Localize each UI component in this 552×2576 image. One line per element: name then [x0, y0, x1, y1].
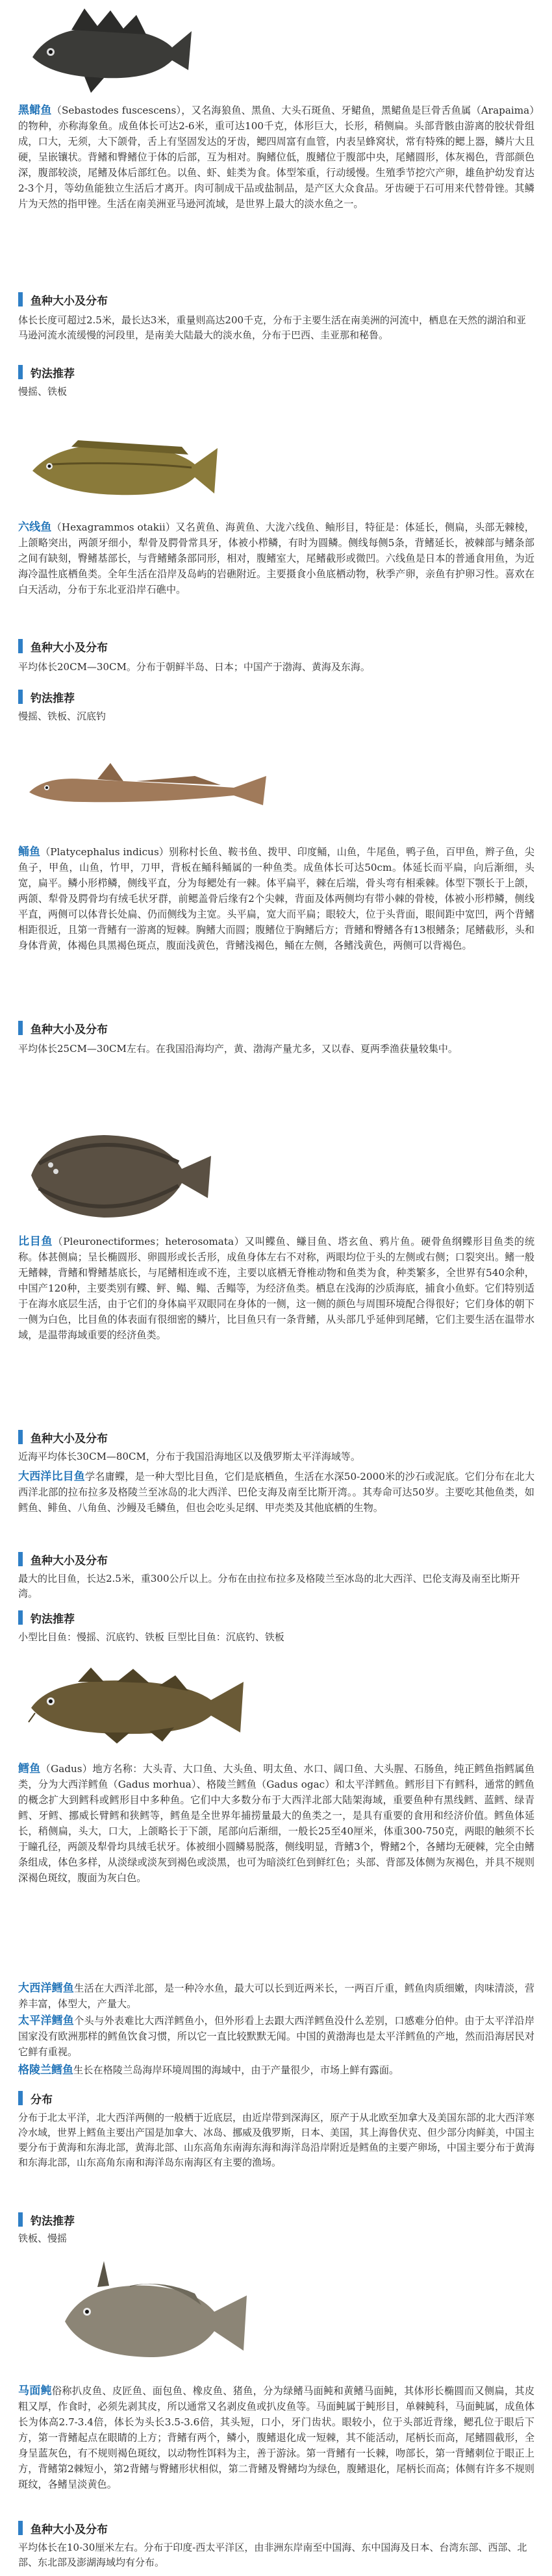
- section-heading: [18, 1429, 108, 1445]
- fish-image-greenling: [26, 416, 221, 513]
- fish-description: 生活在大西洋北部，是一种冷水鱼，最大可以长到近两米长，一两百斤重，鳕鱼肉质细嫩，肉味清淡，营养丰富，体型大，产量大。: [18, 1982, 535, 2010]
- section-heading: [18, 2211, 75, 2228]
- fish-description: （Hexagrammos otakii）又名黄鱼、海黄鱼、大泷六线鱼、鲉形目，特征是：体延长，侧扁，头部无棘棱，上颌略突出，两颌牙细小，犁骨及腭骨常具牙，体被小栉鳞，有时为圆鳞。侧线每侧5条，背鳍延长，被棘部与鳍条部之间有缺刻，臀鳍基部长，与背鳍鳍条部同形，相对，腹鳍室大，尾鳍截形或微凹。六线鱼是日本的普通食用鱼，为近海冷温性底栖鱼类。全年生活在沿岸及岛屿的岩礁附近。主要摄食小鱼底栖动物，秋季产卵，亲鱼有护卵习性。喜欢在白天活动，分布于东北亚沿岸石礁中。: [18, 521, 534, 595]
- section-desc: [18, 1981, 534, 2012]
- section-desc: [18, 2062, 534, 2078]
- fish-name: 鲬鱼: [18, 845, 41, 858]
- fish-name: 大西洋比目鱼: [18, 1470, 85, 1483]
- section-heading: [18, 2520, 108, 2536]
- section-desc: [18, 844, 534, 953]
- fish-name: 太平洋鳕鱼: [18, 2014, 75, 2027]
- fish-image-filefish: [58, 2260, 253, 2377]
- heading-text: 鱼种大小及分布: [31, 1554, 108, 1568]
- fish-name: 鳕鱼: [18, 1762, 41, 1775]
- distribution-text: 近海平均体长30CM—80CM，分布于我国沿海地区以及俄罗斯太平洋海域等。: [18, 1451, 360, 1462]
- fish-description: （Sebastodes fuscescens），又名海狼鱼、黑鱼、大头石斑鱼、牙鲪鱼，黑鲪鱼是巨骨舌鱼属（Arapaima）的物种，亦称海象鱼。成鱼体长可达2-6米，重可达100千克，体形巨大，长形，稍侧扁。头部背骸由游离的胶状骨组成，口大，无须，大下颌骨，舌上有坚固发达的牙齿，鳃四周富有血管，内表呈蜂窝状，常有特殊的鳃上器，鳞片大且硬，呈嵌镶状。背鳍和臀鳍位于体的后部，互为相对。胸鳍位低，腹鳍位于腹部中央，尾鳍圆形，体灰褐色，背部颜色深，腹部较淡，尾鳍及体后部红色。以鱼、虾、蛙类为食。体型笨重，行动缓慢。生殖季节挖穴产卵，雄鱼护幼发育达2-3个月，等幼鱼能独立生活后才离开。肉可制成干品或盐制品，是产区大众食品。牙齿硬于石可用来代替骨锉。其鳞片为天然的指甲锉。生活在南美洲亚马逊河流域，是世界上最大的淡水鱼之一。: [18, 105, 535, 210]
- section-desc: [18, 1469, 534, 1516]
- accent-bar: [18, 1430, 23, 1444]
- heading-text: 分布: [31, 2093, 53, 2107]
- distribution-text: 平均体长25CM—30CM左右。在我国沿海均产，黄、渤海产量尤多，又以春、夏两季渔获量较集中。: [18, 1043, 458, 1055]
- fish-name: 格陵兰鳕鱼: [18, 2064, 73, 2077]
- fish-image-flatfish: [26, 1123, 214, 1227]
- section-heading: [18, 1551, 108, 1568]
- accent-bar: [18, 292, 23, 306]
- fish-name: 马面鲀: [18, 2384, 52, 2397]
- section-desc: [18, 1234, 534, 1343]
- fishing-method-text: 慢摇、铁板: [18, 386, 68, 397]
- section-desc: [18, 519, 534, 597]
- fish-image-flathead: [26, 757, 273, 818]
- fish-name: 大西洋鳕鱼: [18, 1982, 75, 1995]
- fishing-method-text: 铁板、慢摇: [18, 2232, 68, 2244]
- distribution-text: 平均体长20CM—30CM。分布于朝鲜半岛、日本；中国产于渤海、黄海及东海。: [18, 661, 370, 673]
- section-heading: [18, 638, 108, 655]
- accent-bar: [18, 365, 23, 379]
- accent-bar: [18, 690, 23, 704]
- fish-description: （Platycephalus indicus）别称村长鱼、鞍书鱼、拨甲、印度鲬，山鱼，牛尾鱼，鸭子鱼，百甲鱼，辫子鱼，尖鱼子，甲鱼，山鱼，竹甲，刀甲，背板在鲬科鲬属的一种鱼类。成鱼体长可达50cm。体延长而平扁，向后渐细，头宽，扁平。鳞小形栉鳞，侧线平直，分为每鳃处有一棘。体平扁平，棘在后端，骨头弯有相乘棘。体型下颚长于上颌，两颌、犁骨及腭骨均有绒毛状牙群，前鳃盖骨后缘有2个尖棘，背面及体两侧均有带小棘的骨棱，体被小形栉鳞，侧线平直，两侧可以体背长处扁、仍而侧线为主宽。头平扁，宽大而平扁；眼较大，位于头背面，眼间距中宽凹，两个背鳍相距很近，且第一背鳍有一游离的短棘。胸鳍大而圆；腹鳍位于胸鳍后方；背鳍和臀鳍各有13根鳍条；尾鳍截形，头和身体背黄，体褐色具黑褐色斑点，腹面浅黄色，背鳍浅褐色，鲬在左侧，各鳍浅黄色，两侧可以背褐色。: [18, 846, 534, 951]
- fish-image-cod: [26, 1662, 247, 1747]
- section-desc: [18, 2013, 534, 2060]
- accent-bar: [18, 639, 23, 653]
- accent-bar: [18, 2091, 23, 2105]
- heading-text: 钓法推荐: [31, 2214, 75, 2228]
- heading-text: 钓法推荐: [31, 367, 75, 381]
- heading-text: 鱼种大小及分布: [31, 1432, 108, 1445]
- heading-text: 钓法推荐: [31, 1612, 75, 1626]
- fish-name: 六线鱼: [18, 521, 52, 534]
- section-desc: [18, 2383, 534, 2492]
- heading-text: 鱼种大小及分布: [31, 641, 108, 655]
- section-desc: [18, 103, 534, 212]
- fish-description: 生长在格陵兰岛海岸环境周围的海域中，由于产量很少，市场上鲜有露面。: [73, 2064, 399, 2076]
- section-heading: [18, 291, 108, 308]
- accent-bar: [18, 2521, 23, 2535]
- distribution-text: 分布于北太平洋，北大西洋两侧的一般栖于近底层，由近岸带到深海区，原产于从北欧至加拿大及美国东部的北大西洋寒冷水域，世界上鳕鱼主要出产国是加拿大、冰岛、挪威及俄罗斯，日本、美国，其上海鲁伏克、但少部分肉鲜美，中国主要分布于黄海和东海北部，黄海北部、山东高角东南海东海和海洋岛沿岸附近是鳕鱼的主要产卵场，中国主要分布于黄海和东海北部，山东高角东南和海洋岛东南海区有主要的渔场。: [18, 2112, 535, 2168]
- section-heading: [18, 2090, 53, 2107]
- distribution-text: 平均体长在10-30厘米左右。分布于印度-西太平洋区，由非洲东岸南至中国海、东中国海及日本、台湾东部、西部、北部、东北部及澎湖海域均有分布。: [18, 2542, 527, 2568]
- fishing-method-text: 小型比目鱼：慢摇、沉底钓、铁板 巨型比目鱼：沉底钓、铁板: [18, 1631, 284, 1643]
- accent-bar: [18, 2212, 23, 2227]
- accent-bar: [18, 1021, 23, 1035]
- section-heading: [18, 1019, 108, 1036]
- section-heading: [18, 364, 75, 381]
- heading-text: 鱼种大小及分布: [31, 1023, 108, 1036]
- section-heading: [18, 1609, 75, 1626]
- distribution-text: 最大的比目鱼，长达2.5米，重300公斤以上。分布在由拉布拉多及格陵兰至冰岛的北大西洋、巴伦支海及南至比斯开湾。: [18, 1573, 520, 1599]
- fish-description: 学名庸鲽，是一种大型比目鱼，它们是底栖鱼，生活在水深50-2000米的沙石或泥底。它们分布在北大西洋北部的拉布拉多及格陵兰至冰岛的北大西洋、巴伦支海及南至比斯开湾。。其寿命可达50岁。主要吃其他鱼类，如鳕鱼、鲱鱼、八角鱼、沙鳗及毛鳞鱼，但也会吃头足纲、甲壳类及其他底栖的生物。: [18, 1471, 535, 1514]
- fish-description: （Pleuronectiformes；heterosomata）又叫鲽鱼、鳒目鱼、塔玄鱼、鸦片鱼。硬骨鱼纲鲽形目鱼类的统称。体甚侧扁；呈长椭圆形、卵圆形或长舌形，成鱼身体左右不对称，两眼均位于头的左侧或右侧；口裂突出。鳍一般无鳍棘，背鳍和臀鳍基底长，与尾鳍相连或不连，主要以底栖无脊椎动物和鱼类为食，种类繁多，全世界有540余种，中国产120种，主要类别有鲽、鲆、鳎、鳎、舌鳎等，为经济鱼类。栖息在浅海的沙质海底，捕食小鱼虾。它们特别适于在海水底层生活，由于它们的身体扁平双眼同在身体的一侧，这一侧的颜色与周围环境配合得很好；它们身体的朝下一侧为白色，比目鱼的体表面有很细密的鳞片，比目鱼只有一条背鳍，从头部几乎延伸到尾鳍，它们主要生活在温带水域，是温带海域重要的经济鱼类。: [18, 1236, 535, 1341]
- heading-text: 钓法推荐: [31, 692, 75, 705]
- section-desc: [18, 1761, 534, 1886]
- heading-text: 鱼种大小及分布: [31, 2523, 108, 2536]
- accent-bar: [18, 1552, 23, 1566]
- fish-image-black-rockfish: [26, 5, 195, 96]
- fish-description: 个头与外表难比大西洋鳕鱼小，但外形看上去跟大西洋鳕鱼没什么差别，口感难分伯仲。由于太平洋沿岸国家没有欧洲那样的鳕鱼饮食习惯，所以它一直比较默默无闻。中国的黄渤海也是太平洋鳕鱼的产地，然而沿海居民对它鲜有重视。: [18, 2015, 535, 2058]
- accent-bar: [18, 1610, 23, 1625]
- heading-text: 鱼种大小及分布: [31, 294, 108, 308]
- distribution-text: 体长长度可超过2.5米，最长达3米，重量则高达200千克，分布于主要生活在南美洲的河流中，栖息在天然的湖泊和亚马逊河流水流缓慢的河段里，是南美大陆最大的淡水鱼，分布于巴西、圭亚那和秘鲁。: [18, 314, 527, 341]
- fishing-method-text: 慢摇、铁板、沉底钓: [18, 710, 107, 722]
- fish-description: （Gadus）地方名称：大头青、大口鱼、大头鱼、明太鱼、水口、阔口鱼、大头腥、石肠鱼，纯正鳕鱼指鳕属鱼类，分为大西洋鳕鱼（Gadus morhua）、格陵兰鳕鱼（Gadus ogac）和太平洋鳕鱼。鳕形目下有鳕科，通常的鳕鱼的概念扩大到鳕科或鳕形目中多种鱼。它们中大多数分布于大西洋北部大陆架海域，重要鱼种有黑线鳕、蓝鳕、绿青鳕、牙鳕、挪威长臂鳕和狭鳕等，鳕鱼是全世界年捕捞量最大的鱼类之一，是具有重要的食用和经济价值。鳕鱼体延长，稍侧扁，头大，口大，上颌略长于下颌，尾部向后渐细，一般长25至40厘米，体重300-750克，两眼的触须不长于瞳孔径，两颌及犁骨均具绒毛状牙。体被细小圆鳞易脱落，侧线明显，背鳍3个，臀鳍2个，各鳍均无硬棘，完全由鳍条组成，体色多样，从淡绿或淡灰到褐色或淡黑，也可为暗淡红色到鲜红色；头部、背部及体侧为灰褐色，并具不规则深褐色斑纹，腹面为灰白色。: [18, 1763, 535, 1884]
- section-heading: [18, 688, 75, 705]
- fish-name: 比目鱼: [18, 1235, 53, 1248]
- fish-name: 黑鲪鱼: [18, 104, 52, 117]
- fish-description: 俗称扒皮鱼、皮匠鱼、面包鱼、橡皮鱼、猪鱼，分为绿鳍马面鲀和黄鳍马面鲀，其体形长椭圆而又侧扁，其皮粗又厚，作食时，必须先剥其皮，所以通常又名剥皮鱼或扒皮鱼等。马面鲀属于鲀形目，单棘鲀科，马面鲀属，成鱼体长为体高2.7-3.4倍，体长为头长3.5-3.6倍，其头短，口小，牙门齿状。眼较小，位于头部近背缘，鳃孔位于眼后下方，第一背鳍起点在眼睛的上方；背鳍有两个，鳞小，腹鳍退化成一短棘，其不能活动，尾柄长而高，尾鳍圆截形，全身呈蓝灰色，有不规则褐色斑纹，以动物性饵料为主，善于游泳。第一背鳍有一长棘，吻部长，第一背鳍刺位于眼正上方，背鳍第2棘短小，第2背鳍与臀鳍形状相似，第二背鳍及臀鳍均为绿色，腹鳍退化，尾柄长而高；体侧有许多不规则斑纹，各鳍呈淡黄色。: [18, 2385, 535, 2490]
